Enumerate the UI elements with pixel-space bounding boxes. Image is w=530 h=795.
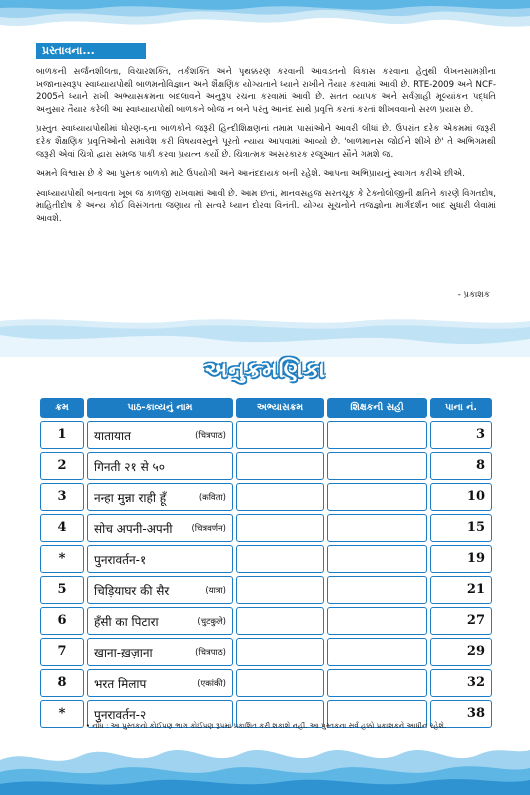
toc-sign-cell: [327, 545, 427, 573]
toc-lesson: [87, 514, 233, 542]
toc-curriculum-cell: [236, 638, 324, 666]
toc-row: [40, 638, 492, 666]
intro-paragraph-1: બાળકની સર્જનશીલતા, વિચારશક્તિ, તર્કશક્તિ અને પૃથક્કરણ કરવાની આવડતનો વિકાસ કરવાના હેતુથી લેખનસામગ્રીના ખજાનાસ્વરૂપ સ્વાધ્યાયપોથી બાળમનોવિજ્ઞાન અને શૈક્ષણિક યોગ્યતાને ધ્યાને રાખીને તૈયાર કરવામાં આવી છે. RTE-2009 અને NCF-2005ને ધ્યાને રાખી અભ્યાસક્રમના બદલાવને અનુરૂપ રચના કરવામાં આવી છે. સતત વ્યાપક અને સર્વગ્રાહી મૂલ્યાંકન પદ્ધતિ અનુસાર તૈયાર કરેલી આ સ્વાધ્યાયપોથી બાળકને બોજ ન બને પરંતુ આનંદ સાથે પ્રવૃત્તિ કરતાં કરતાં શીખવવાનો સરળ પ્રયાસ છે.: [36, 67, 496, 115]
toc-table: [40, 398, 492, 731]
toc-sign-cell: [327, 607, 427, 635]
publisher-signature: - પ્રકાશક: [457, 290, 490, 300]
toc-page: 19: [430, 545, 492, 573]
toc-page: 3: [430, 421, 492, 449]
toc-lesson: [87, 669, 233, 697]
toc-lesson-tag: (यात्रा): [205, 585, 226, 596]
toc-curriculum-cell: [236, 669, 324, 697]
toc-lesson-title: खाना-ख़ज़ाना: [94, 645, 153, 660]
toc-lesson: [87, 421, 233, 449]
toc-serial: 6: [40, 607, 84, 635]
copyright-note: • નોંધ : આ પુસ્તકનો કોઈપણ ભાગ કોઈપણ રૂપમાં પ્રકાશિત કરી શકાશે નહીં. આ પુસ્તકના સર્વ હક્કો પ્રકાશકને આધીન રહેશે.: [85, 721, 447, 730]
toc-serial: 5: [40, 576, 84, 604]
toc-page: 10: [430, 483, 492, 511]
toc-lesson: [87, 483, 233, 511]
header-teacher-sign: શિક્ષકની સહી: [327, 398, 427, 418]
toc-row: [40, 514, 492, 542]
toc-serial: 8: [40, 669, 84, 697]
toc-serial: 3: [40, 483, 84, 511]
toc-sign-cell: [327, 638, 427, 666]
toc-lesson-tag: (चित्रपाठ): [195, 647, 226, 658]
toc-serial: 4: [40, 514, 84, 542]
toc-serial: *: [40, 700, 84, 728]
toc-curriculum-cell: [236, 545, 324, 573]
toc-serial: 1: [40, 421, 84, 449]
toc-page: 27: [430, 607, 492, 635]
toc-lesson: [87, 452, 233, 480]
toc-curriculum-cell: [236, 607, 324, 635]
intro-paragraph-4: સ્વાધ્યાયપોથી બનાવતા ખૂબ જ કાળજી રાખવામાં આવી છે. આમ છતાં, માનવસહજ સરતચૂક કે ટેક્નોલોજીની ક્ષતિને કારણે વિગતદોષ, માહિતીદોષ કે અન્ય કોઈ વિસંગતતા જણાય તો સત્વરે ધ્યાન દોરવા વિનંતી. યોગ્ય સૂચનોને તજજ્ઞોના માર્ગદર્શન બાદ સુધારી લેવામાં આવશે.: [36, 188, 496, 224]
top-wave-decoration: [0, 0, 530, 42]
toc-row: [40, 545, 492, 573]
toc-curriculum-cell: [236, 514, 324, 542]
intro-heading: પ્રસ્તાવના...: [36, 43, 146, 59]
toc-curriculum-cell: [236, 483, 324, 511]
toc-sign-cell: [327, 421, 427, 449]
toc-lesson-title: यातायात: [94, 428, 131, 443]
toc-lesson: [87, 545, 233, 573]
toc-lesson-tag: (एकांकी): [197, 678, 226, 689]
toc-page: 29: [430, 638, 492, 666]
toc-row: [40, 669, 492, 697]
toc-lesson-title: पुनरावर्तन-२: [94, 707, 147, 722]
toc-page: 8: [430, 452, 492, 480]
intro-paragraph-3: અમને વિશ્વાસ છે કે આ પુસ્તક બાળકો માટે ઉપયોગી અને આનંદદાયક બની રહેશે. આપના અભિપ્રાયનું સ્વાગત કરીએ છીએ.: [36, 169, 465, 180]
toc-lesson: [87, 607, 233, 635]
toc-lesson-title: नन्हा मुन्ना राही हूँ: [94, 490, 167, 505]
toc-row: [40, 421, 492, 449]
toc-lesson-tag: (चित्रवर्णन): [191, 523, 226, 534]
intro-paragraph-2: પ્રસ્તુત સ્વાધ્યાયપોથીમાં ધોરણ-૬ના બાળકોને જરૂરી હિન્દીશિક્ષણનાં તમામ પાસાંઓને આવરી લીધાં છે. ઉપરાંત દરેક એકમમાં જરૂરી દરેક શૈક્ષણિક પ્રવૃત્તિઓનો સમાવેશ કરી વિષયવસ્તુને પૂરતો ન્યાય આપવામાં આવ્યો છે. 'બાળમાનસ જોઈને શીખે છે' તે અભિગમથી જરૂરી એવાં ચિત્રો દ્વારા સમજ પાકી કરવા પ્રયત્ન કર્યો છે. ચિત્રાત્મક અસરકારક રજૂઆત સૌને ગમશે જ.: [36, 124, 496, 160]
toc-curriculum-cell: [236, 452, 324, 480]
toc-lesson-tag: (चुटकुले): [197, 616, 226, 627]
header-serial: ક્રમ: [40, 398, 84, 418]
toc-lesson-title: सोच अपनी-अपनी: [94, 521, 173, 536]
toc-serial: *: [40, 545, 84, 573]
toc-row: [40, 483, 492, 511]
toc-page: 38: [430, 700, 492, 728]
toc-lesson: [87, 638, 233, 666]
toc-rows: [40, 421, 492, 728]
toc-sign-cell: [327, 483, 427, 511]
toc-page: 32: [430, 669, 492, 697]
toc-row: [40, 452, 492, 480]
toc-sign-cell: [327, 669, 427, 697]
toc-lesson-title: हँसी का पिटारा: [94, 614, 159, 629]
toc-page: 15: [430, 514, 492, 542]
middle-wave-band: [0, 313, 530, 357]
toc-lesson-title: गिनती २१ से ५०: [94, 459, 165, 474]
toc-curriculum-cell: [236, 576, 324, 604]
toc-sign-cell: [327, 514, 427, 542]
toc-serial: 7: [40, 638, 84, 666]
toc-curriculum-cell: [236, 421, 324, 449]
toc-lesson-tag: (कविता): [198, 492, 226, 503]
header-lesson-name: પાઠ-કાવ્યનું નામ: [87, 398, 233, 418]
header-curriculum: અભ્યાસક્રમ: [236, 398, 324, 418]
toc-lesson-title: पुनरावर्तन-१: [94, 552, 147, 567]
toc-lesson: [87, 576, 233, 604]
toc-serial: 2: [40, 452, 84, 480]
header-page-no: પાના નં.: [430, 398, 492, 418]
bottom-wave-decoration: [0, 740, 530, 795]
toc-title: અનુક્રમણિકા: [204, 358, 326, 383]
toc-row: [40, 607, 492, 635]
toc-lesson-tag: (चित्रपाठ): [195, 430, 226, 441]
toc-sign-cell: [327, 576, 427, 604]
toc-row: [40, 576, 492, 604]
toc-header-row: [40, 398, 492, 418]
toc-sign-cell: [327, 452, 427, 480]
toc-page: 21: [430, 576, 492, 604]
toc-lesson-title: भरत मिलाप: [94, 676, 147, 691]
toc-lesson-title: चिड़ियाघर की सैर: [94, 583, 170, 598]
intro-text: [36, 66, 496, 233]
